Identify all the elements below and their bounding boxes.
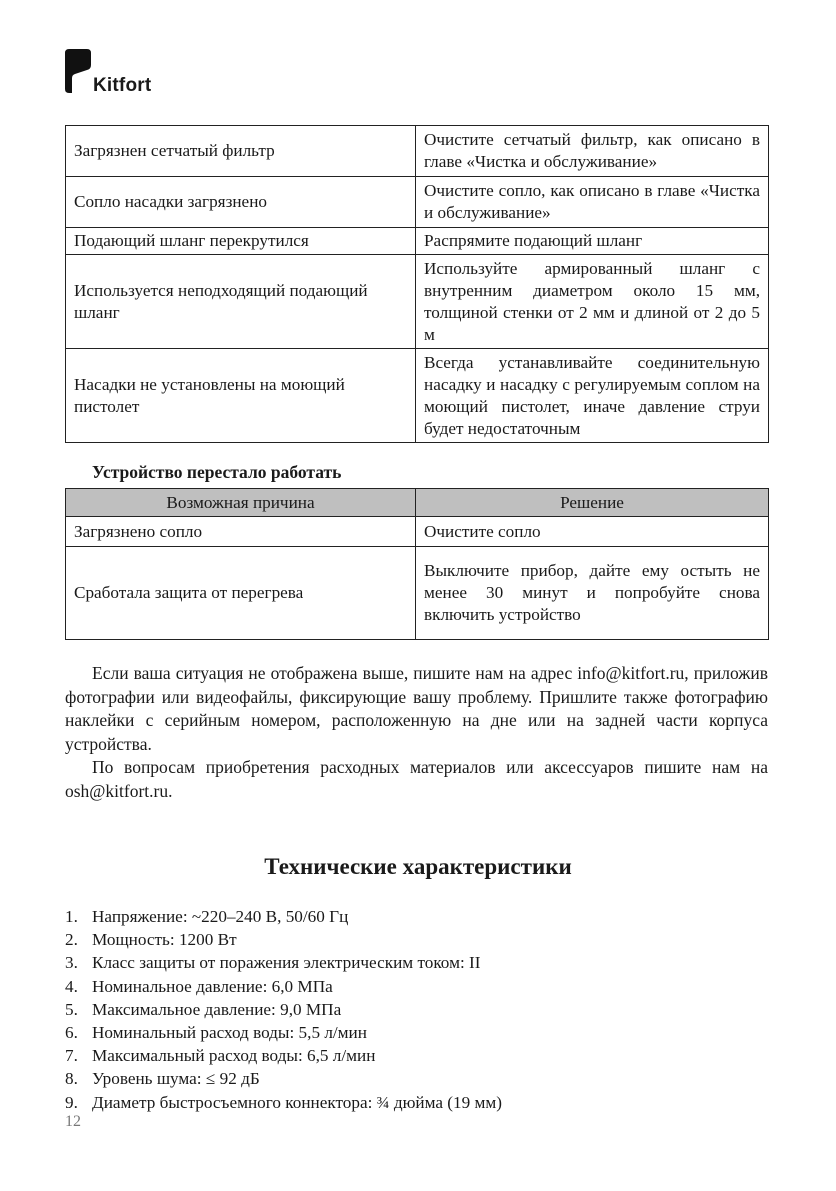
- list-item: [65, 928, 768, 951]
- list-item: [65, 905, 768, 928]
- kitfort-logo-icon: [64, 48, 92, 94]
- page-number: 12: [65, 1113, 81, 1130]
- cause-cell: Подающий шланг перекрутился: [66, 228, 416, 255]
- solution-cell: Используйте армированный шланг с внутренним диаметром около 15 мм, толщиной стенки от 2 мм и длиной от 2 до 5 м: [416, 255, 769, 349]
- cause-cell: Используется неподходящий подающий шланг: [66, 255, 416, 349]
- solution-cell: Очистите сетчатый фильтр, как описано в главе «Чистка и обслуживание»: [416, 126, 769, 177]
- item-text: Уровень шума: ≤ 92 дБ: [92, 1069, 260, 1089]
- troubleshooting-table-2: [65, 488, 769, 640]
- header-cause: Возможная причина: [66, 489, 416, 517]
- solution-cell: Очистите сопло: [416, 517, 769, 547]
- cause-cell: Загрязнен сетчатый фильтр: [66, 126, 416, 177]
- solution-cell: Распрямите подающий шланг: [416, 228, 769, 255]
- list-item: [65, 1021, 768, 1044]
- item-number: 9.: [65, 1092, 78, 1112]
- solution-cell: Очистите сопло, как описано в главе «Чистка и обслуживание»: [416, 177, 769, 228]
- specs-list: [65, 905, 768, 1114]
- item-number: 5.: [65, 999, 78, 1019]
- list-item: [65, 1067, 768, 1090]
- item-text: Номинальный расход воды: 5,5 л/мин: [92, 1023, 367, 1043]
- table-row: [66, 255, 769, 349]
- item-number: 4.: [65, 976, 78, 996]
- solution-cell: Выключите прибор, дайте ему остыть не менее 30 минут и попробуйте снова включить устройство: [416, 547, 769, 640]
- item-number: 3.: [65, 953, 78, 973]
- table-row: [66, 547, 769, 640]
- brand-name: Kitfort: [93, 75, 152, 96]
- list-item: [65, 951, 768, 974]
- list-item: [65, 975, 768, 998]
- section-title: Технические характеристики: [264, 854, 572, 879]
- item-number: 7.: [65, 1046, 78, 1066]
- table-row: [66, 517, 769, 547]
- table-row: [66, 126, 769, 177]
- list-item: [65, 1091, 768, 1114]
- troubleshooting-table-1: [65, 125, 769, 443]
- item-text: Максимальный расход воды: 6,5 л/мин: [92, 1046, 376, 1066]
- section-subheading: Устройство перестало работать: [92, 462, 342, 482]
- item-text: Напряжение: ~220–240 В, 50/60 Гц: [92, 907, 349, 926]
- cause-cell: Сработала защита от перегрева: [66, 547, 416, 640]
- support-paragraph: Если ваша ситуация не отображена выше, пишите нам на адрес info@kitfort.ru, приложив фотографии или видеофайлы, фиксирующие вашу проблему. Пришлите также фотографию наклейки с серийным номером, расположенную на дне или на задней части корпуса устройства.: [65, 663, 768, 754]
- table-row: [66, 177, 769, 228]
- solution-cell: Всегда устанавливайте соединительную насадку и насадку с регулируемым соплом на моющий пистолет, иначе давление струи будет недостаточным: [416, 349, 769, 443]
- item-number: 8.: [65, 1069, 78, 1089]
- list-item: [65, 998, 768, 1021]
- list-item: [65, 1044, 768, 1067]
- header-solution: Решение: [416, 489, 769, 517]
- item-number: 1.: [65, 907, 78, 926]
- item-text: Максимальное давление: 9,0 МПа: [92, 999, 342, 1019]
- cause-cell: Загрязнено сопло: [66, 517, 416, 547]
- table-row: [66, 349, 769, 443]
- item-text: Мощность: 1200 Вт: [92, 930, 237, 950]
- item-text: Номинальное давление: 6,0 МПа: [92, 976, 333, 996]
- kitfort-logo: [64, 48, 174, 98]
- item-text: Диаметр быстросъемного коннектора: ¾ дюйма (19 мм): [92, 1092, 502, 1112]
- cause-cell: Сопло насадки загрязнено: [66, 177, 416, 228]
- table-row: [66, 228, 769, 255]
- table-header-row: [66, 489, 769, 517]
- item-text: Класс защиты от поражения электрическим током: II: [92, 953, 481, 973]
- item-number: 6.: [65, 1023, 78, 1043]
- accessories-paragraph: По вопросам приобретения расходных материалов или аксессуаров пишите нам на osh@kitfort.ru.: [65, 757, 768, 801]
- item-number: 2.: [65, 930, 78, 950]
- cause-cell: Насадки не установлены на моющий пистолет: [66, 349, 416, 443]
